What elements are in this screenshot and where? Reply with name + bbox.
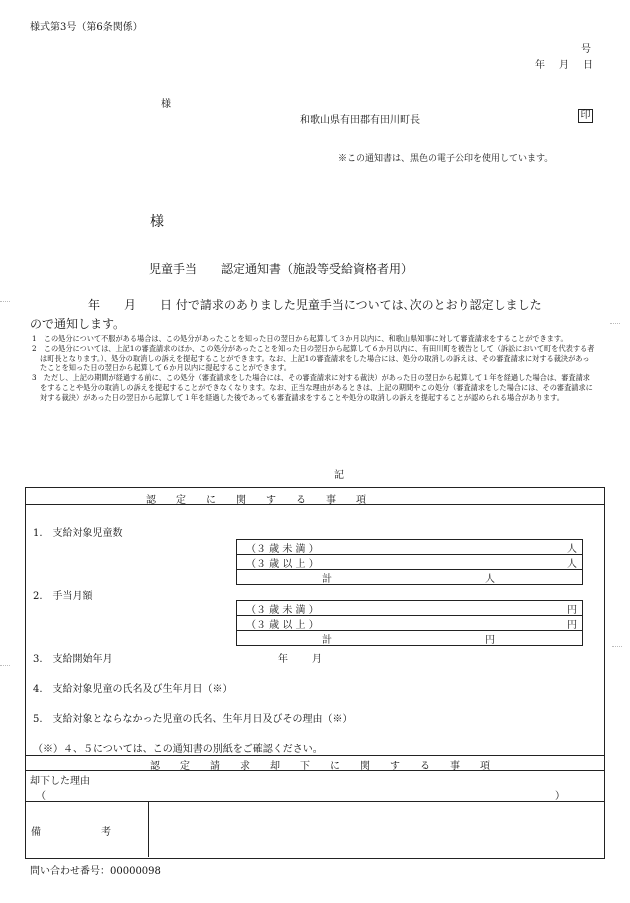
child-over3-label: （３ 歳 以 上 ）	[246, 559, 319, 570]
amount-under3-label: （３ 歳 未 満 ）	[246, 605, 319, 616]
ki-label: 記	[334, 470, 344, 481]
amount-over3-unit: 円	[567, 620, 577, 631]
amount-total-label: 計	[322, 635, 332, 646]
margin-mark-right-mid	[612, 646, 622, 647]
intro-line-1: 年 月 日 付で請求のありました児童手当については､次のとおり認定しました	[88, 298, 542, 312]
child-total-unit: 人	[485, 574, 495, 585]
official-seal: 印	[578, 109, 593, 123]
rejection-reason-open-paren: （	[36, 791, 46, 802]
start-month-label: 月	[312, 654, 322, 665]
remarks-label: 備 考	[31, 827, 111, 838]
item-eligible-children: 4. 支給対象児童の氏名及び生年月日（※）	[33, 684, 233, 695]
child-under3-label: （３ 歳 未 満 ）	[246, 544, 319, 555]
form-number: 様式第3号（第6条関係）	[30, 22, 143, 33]
child-total-label: 計	[322, 574, 332, 585]
remarks-column-divider	[148, 801, 149, 857]
document-number-label: 号	[581, 44, 591, 55]
seal-note: ※この通知書は、黒色の電子公印を使用しています。	[338, 154, 554, 164]
amount-total-unit: 円	[485, 635, 495, 646]
issuer-name: 和歌山県有田郡有田川町長	[300, 115, 420, 126]
margin-mark-left-bottom	[0, 665, 10, 666]
section2-header: 認 定 請 求 却 下 に 関 す る 事 項	[150, 761, 490, 772]
appeal-note-1: 1 この処分について不服がある場合は、この処分があったことを知った日の翌日から起算して３か月以内に、和歌山県知事に対して審査請求をすることができます。	[32, 334, 568, 343]
document-title: 児童手当 認定通知書（施設等受給資格者用）	[149, 262, 414, 276]
recipient-suffix: 様	[150, 214, 164, 230]
date-year-label: 年	[535, 60, 545, 71]
appeal-notes	[30, 334, 596, 403]
addressee-suffix: 様	[161, 99, 171, 110]
child-over3-unit: 人	[567, 559, 577, 570]
inquiry-number: 問い合わせ番号：00000098	[30, 866, 161, 877]
amount-under3-unit: 円	[567, 605, 577, 616]
rejection-reason-label: 却下した理由	[30, 776, 90, 787]
start-year-label: 年	[278, 654, 288, 665]
date-day-label: 日	[583, 60, 593, 71]
appeal-note-2: 2 この処分については、上記1の審査請求のほか、この処分があったことを知った日の翌日から起算して６か月以内に、有田川町を被告として（訴訟において町を代表する者は町長となります。）、処分の取消しの訴えを提起することができます。なお、上記1の審査請求をした場合には、処分の取消しの訴えは、その審査請求に対する裁決があったことを知った日の翌日から起算して６か月以内に提起することができます。	[32, 343, 595, 373]
amount-over3-label: （３ 歳 以 上 ）	[246, 620, 319, 631]
item-ineligible-children: 5. 支給対象とならなかった児童の氏名、生年月日及びその理由（※）	[33, 714, 353, 725]
date-month-label: 月	[559, 60, 569, 71]
rejection-reason-close-paren: ）	[555, 791, 565, 802]
asterisk-note: （※）４、５については、この通知書の別紙をご確認ください。	[33, 744, 323, 755]
appeal-note-3: 3 ただし、上記の期間が経過する前に、この処分（審査請求をした場合には、その審査請求に対する裁決）があった日の翌日から起算して１年を経過した場合は、審査請求をすることや処分の取消しの訴えを提起することができなくなります。なお、正当な理由があるときは、上記の期間やこの処分（審査請求をした場合には、その審査請求に対する裁決）があった日の翌日から起算して１年を経過した後であっても審査請求をすることや処分の取消しの訴えを提起することが認められる場合があります。	[32, 373, 593, 402]
section2-top-divider	[25, 755, 604, 756]
remarks-top-divider	[25, 801, 604, 802]
item-start-date: 3. 支給開始年月	[33, 654, 113, 665]
child-under3-unit: 人	[567, 544, 577, 555]
item-child-count: 1. 支給対象児童数	[33, 528, 123, 539]
margin-mark-right-top	[610, 323, 620, 324]
item-monthly-amount: 2. 手当月額	[33, 591, 93, 602]
section1-header: 認 定 に 関 す る 事 項	[146, 495, 366, 506]
margin-mark-left-top	[0, 301, 10, 302]
section2-header-divider	[25, 770, 604, 771]
intro-line-2: ので通知します。	[30, 317, 126, 331]
